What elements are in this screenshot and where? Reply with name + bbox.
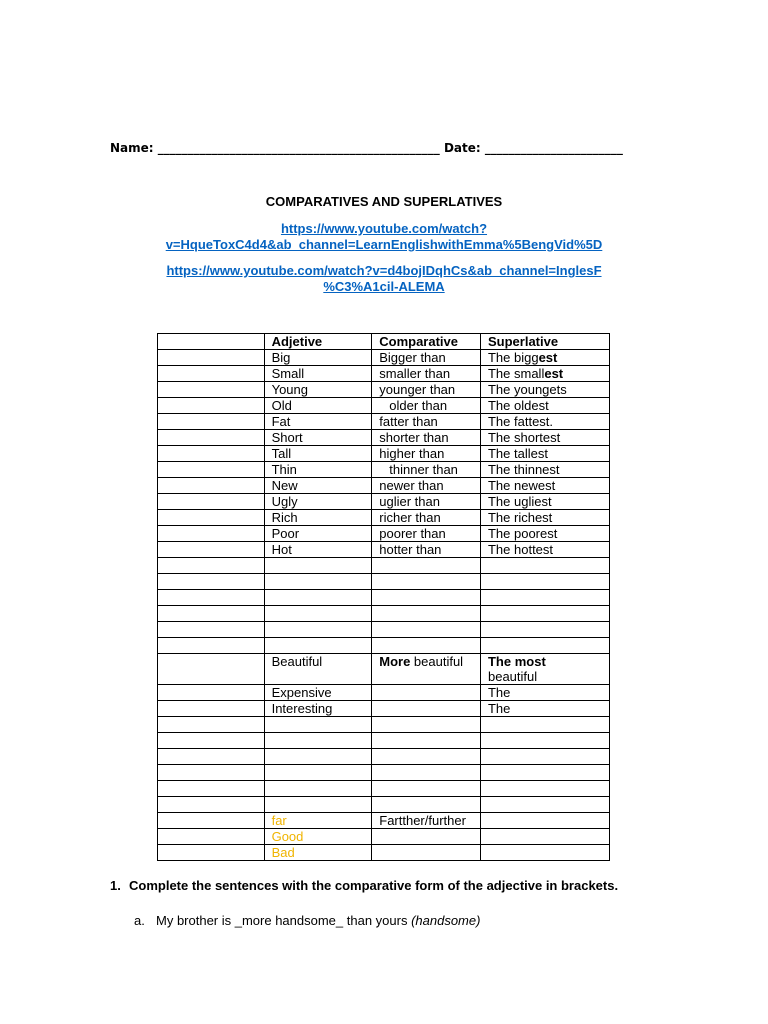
row-blank-cell — [158, 558, 265, 574]
comparative-cell: Bigger than — [372, 350, 481, 366]
comparative-cell: More beautiful — [372, 654, 481, 685]
superlative-cell: The — [480, 701, 609, 717]
superlative-cell: The shortest — [480, 430, 609, 446]
video-link-1-line-1[interactable]: https://www.youtube.com/watch? — [280, 221, 488, 236]
comparative-cell — [372, 701, 481, 717]
table-row — [158, 845, 610, 861]
table-row — [158, 590, 610, 606]
superlative-cell: The hottest — [480, 542, 609, 558]
superlative-cell — [480, 574, 609, 590]
row-blank-cell — [158, 462, 265, 478]
adjective-cell: Thin — [264, 462, 372, 478]
table-header-row — [158, 334, 610, 350]
superlative-cell — [480, 829, 609, 845]
adjective-cell: Interesting — [264, 701, 372, 717]
exercise-item-letter: a. — [134, 913, 145, 928]
adjective-cell: far — [264, 813, 372, 829]
adjective-cell — [264, 574, 372, 590]
table-row — [158, 717, 610, 733]
exercise-number: 1. — [110, 878, 121, 893]
name-date-line: Name: _______________________________________________ Date: _______________________ — [110, 141, 623, 155]
table-row — [158, 382, 610, 398]
superlative-cell: The poorest — [480, 526, 609, 542]
comparative-cell: younger than — [372, 382, 481, 398]
table-row — [158, 797, 610, 813]
adjective-cell — [264, 717, 372, 733]
header-cell-blank — [158, 334, 265, 350]
exercise-1 — [110, 877, 630, 894]
adjectives-table-body — [158, 334, 610, 861]
superlative-cell — [480, 781, 609, 797]
table-row — [158, 829, 610, 845]
comparative-cell — [372, 781, 481, 797]
row-blank-cell — [158, 765, 265, 781]
superlative-cell — [480, 765, 609, 781]
exercise-item-text: My brother is _more handsome_ than yours — [156, 913, 412, 928]
comparative-cell: uglier than — [372, 494, 481, 510]
superlative-cell — [480, 654, 609, 685]
adjective-cell: Small — [264, 366, 372, 382]
video-link-2-line-2[interactable]: %C3%A1cil-ALEMA — [323, 279, 445, 294]
row-blank-cell — [158, 590, 265, 606]
row-blank-cell — [158, 414, 265, 430]
row-blank-cell — [158, 526, 265, 542]
comparative-cell — [372, 622, 481, 638]
row-blank-cell — [158, 430, 265, 446]
row-blank-cell — [158, 829, 265, 845]
row-blank-cell — [158, 398, 265, 414]
superlative-cell: The ugliest — [480, 494, 609, 510]
adjective-cell: Bad — [264, 845, 372, 861]
comparative-bold-prefix: More — [379, 654, 411, 669]
superlative-cell — [480, 638, 609, 654]
comparative-cell: shorter than — [372, 430, 481, 446]
table-row — [158, 414, 610, 430]
superlative-cell: The fattest. — [480, 414, 609, 430]
superlative-cell — [480, 558, 609, 574]
superlative-cell — [480, 717, 609, 733]
row-blank-cell — [158, 366, 265, 382]
superlative-bold-prefix: The most — [487, 654, 546, 669]
comparative-cell: hotter than — [372, 542, 481, 558]
adjective-cell: Hot — [264, 542, 372, 558]
table-row — [158, 685, 610, 701]
comparative-cell — [372, 558, 481, 574]
exercise-item-a — [134, 913, 480, 928]
exercise-item-hint: (handsome) — [411, 913, 481, 928]
adjective-cell: Rich — [264, 510, 372, 526]
superlative-cell: The richest — [480, 510, 609, 526]
row-blank-cell — [158, 622, 265, 638]
table-row — [158, 478, 610, 494]
superlative-cell — [480, 733, 609, 749]
superlative-cell: The newest — [480, 478, 609, 494]
adjective-cell: New — [264, 478, 372, 494]
exercise-instruction: Complete the sentences with the comparative form of the adjective in brackets. — [129, 878, 619, 893]
adjective-cell — [264, 781, 372, 797]
table-row — [158, 366, 610, 382]
comparative-cell: fatter than — [372, 414, 481, 430]
header-superlative: Superlative — [480, 334, 609, 350]
comparative-cell — [372, 797, 481, 813]
comparative-cell: higher than — [372, 446, 481, 462]
superlative-suffix: est — [538, 350, 558, 365]
row-blank-cell — [158, 542, 265, 558]
superlative-cell: The biggest — [480, 350, 609, 366]
row-blank-cell — [158, 717, 265, 733]
table-row — [158, 430, 610, 446]
row-blank-cell — [158, 797, 265, 813]
superlative-cell — [480, 749, 609, 765]
superlative-cell: The — [480, 685, 609, 701]
video-link-1-line-2[interactable]: v=HqueToxC4d4&ab_channel=LearnEnglishwithEmma%5BengVid%5D — [165, 237, 603, 252]
superlative-cell: The tallest — [480, 446, 609, 462]
comparative-cell: richer than — [372, 510, 481, 526]
row-blank-cell — [158, 654, 265, 685]
adjective-cell: Poor — [264, 526, 372, 542]
comparative-cell — [372, 733, 481, 749]
row-blank-cell — [158, 350, 265, 366]
table-row — [158, 749, 610, 765]
video-link-2-line-1[interactable]: https://www.youtube.com/watch?v=d4bojIDqhCs&ab_channel=InglesF — [166, 263, 602, 278]
adjective-cell — [264, 749, 372, 765]
comparative-cell — [372, 829, 481, 845]
row-blank-cell — [158, 382, 265, 398]
adjective-cell — [264, 622, 372, 638]
table-row — [158, 526, 610, 542]
table-row — [158, 350, 610, 366]
adjective-cell — [264, 733, 372, 749]
table-row — [158, 398, 610, 414]
adjective-cell — [264, 606, 372, 622]
row-blank-cell — [158, 510, 265, 526]
adjective-cell: Big — [264, 350, 372, 366]
video-link-2[interactable] — [0, 263, 768, 295]
table-row — [158, 558, 610, 574]
table-row — [158, 606, 610, 622]
adjective-cell: Old — [264, 398, 372, 414]
adjective-cell: Good — [264, 829, 372, 845]
comparative-cell — [372, 765, 481, 781]
row-blank-cell — [158, 574, 265, 590]
row-blank-cell — [158, 749, 265, 765]
table-row — [158, 781, 610, 797]
table-row — [158, 542, 610, 558]
table-row — [158, 813, 610, 829]
adjective-cell: Young — [264, 382, 372, 398]
row-blank-cell — [158, 685, 265, 701]
table-row — [158, 622, 610, 638]
adjective-cell: Fat — [264, 414, 372, 430]
comparative-cell — [372, 606, 481, 622]
row-blank-cell — [158, 638, 265, 654]
row-blank-cell — [158, 701, 265, 717]
comparative-cell — [372, 685, 481, 701]
header-comparative: Comparative — [372, 334, 481, 350]
table-row — [158, 654, 610, 685]
adjective-cell — [264, 590, 372, 606]
adjective-cell: Ugly — [264, 494, 372, 510]
superlative-cell — [480, 622, 609, 638]
comparative-cell — [372, 590, 481, 606]
superlative-cell — [480, 590, 609, 606]
superlative-cell: The smallest — [480, 366, 609, 382]
row-blank-cell — [158, 478, 265, 494]
comparative-cell — [372, 717, 481, 733]
superlative-cell: The thinnest — [480, 462, 609, 478]
superlative-cell: The youngets — [480, 382, 609, 398]
table-row — [158, 733, 610, 749]
comparative-cell: thinner than — [372, 462, 481, 478]
superlative-cell — [480, 845, 609, 861]
table-row — [158, 765, 610, 781]
superlative-cell — [480, 813, 609, 829]
row-blank-cell — [158, 446, 265, 462]
table-row — [158, 462, 610, 478]
comparative-cell: newer than — [372, 478, 481, 494]
comparative-cell: Fartther/further — [372, 813, 481, 829]
comparative-cell: smaller than — [372, 366, 481, 382]
adjective-cell — [264, 765, 372, 781]
table-row — [158, 638, 610, 654]
adjective-cell — [264, 638, 372, 654]
header-adjective: Adjetive — [264, 334, 372, 350]
superlative-cell — [480, 606, 609, 622]
adjectives-table — [157, 333, 610, 861]
row-blank-cell — [158, 781, 265, 797]
table-row — [158, 494, 610, 510]
table-row — [158, 701, 610, 717]
page-title: COMPARATIVES AND SUPERLATIVES — [265, 194, 503, 209]
table-row — [158, 574, 610, 590]
table-row — [158, 510, 610, 526]
row-blank-cell — [158, 813, 265, 829]
comparative-cell: poorer than — [372, 526, 481, 542]
comparative-cell — [372, 845, 481, 861]
superlative-cell — [480, 797, 609, 813]
adjective-cell — [264, 797, 372, 813]
comparative-cell — [372, 749, 481, 765]
adjective-cell: Beautiful — [264, 654, 372, 685]
adjective-cell — [264, 558, 372, 574]
adjective-cell: Tall — [264, 446, 372, 462]
comparative-cell: older than — [372, 398, 481, 414]
table-row — [158, 446, 610, 462]
comparative-cell — [372, 574, 481, 590]
row-blank-cell — [158, 733, 265, 749]
comparative-cell — [372, 638, 481, 654]
adjective-cell: Short — [264, 430, 372, 446]
row-blank-cell — [158, 494, 265, 510]
row-blank-cell — [158, 606, 265, 622]
adjective-cell: Expensive — [264, 685, 372, 701]
superlative-rest: beautiful — [487, 669, 538, 684]
video-link-1[interactable] — [0, 221, 768, 253]
superlative-cell: The oldest — [480, 398, 609, 414]
superlative-suffix: est — [544, 366, 564, 381]
row-blank-cell — [158, 845, 265, 861]
